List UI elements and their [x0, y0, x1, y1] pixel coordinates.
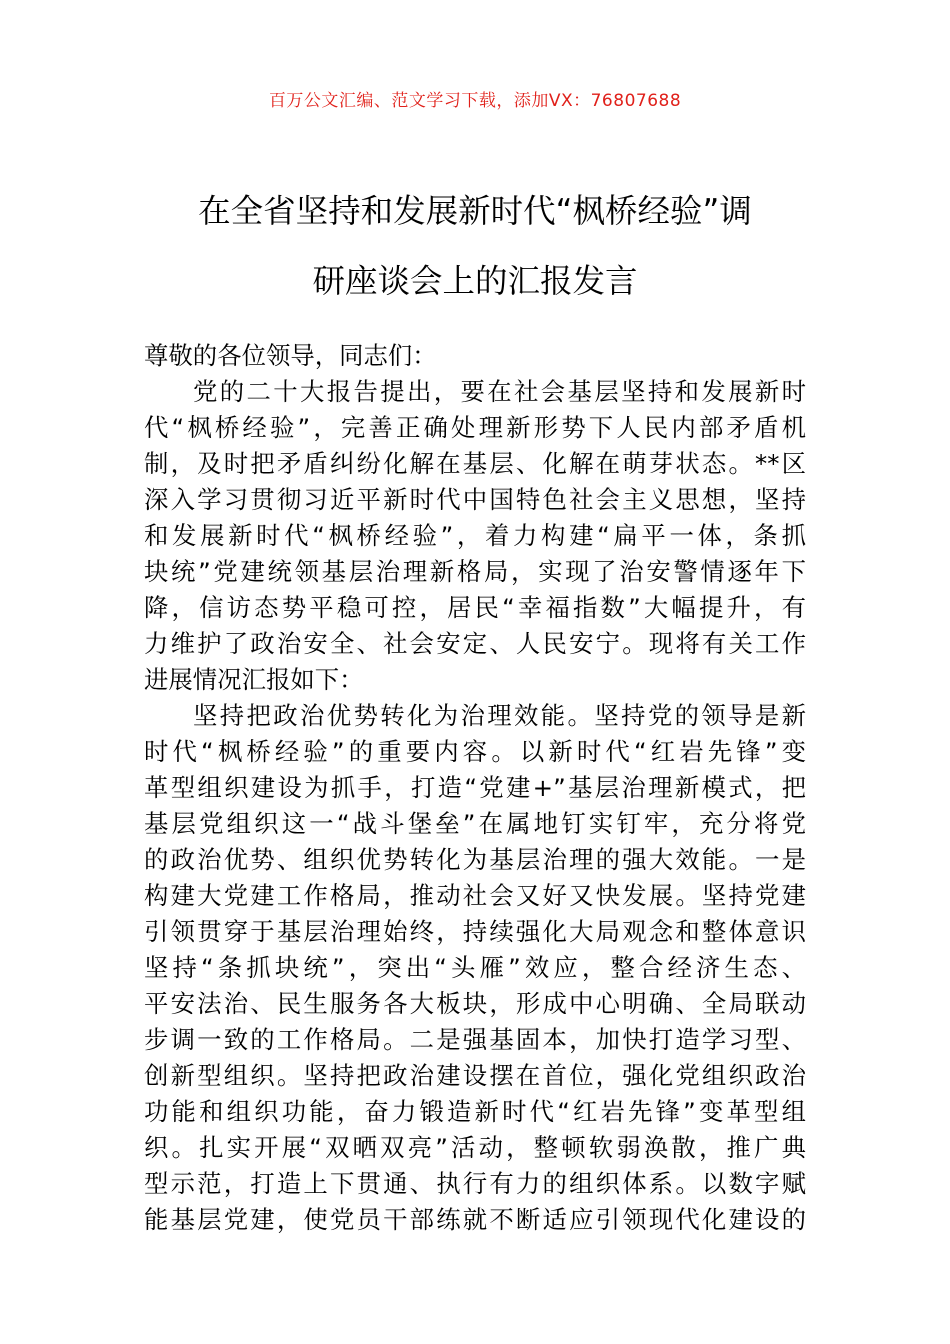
document-title: [140, 176, 810, 316]
text-line: 织。扎实开展“双晒双亮”活动，整顿软弱涣散，推广典: [144, 1133, 806, 1162]
title-line-2: 研座谈会上的汇报发言: [312, 262, 638, 300]
text-line: 能基层党建，使党员干部练就不断适应引领现代化建设的: [144, 1205, 806, 1234]
text-line: 坚持把政治优势转化为治理效能。坚持党的领导是新: [193, 701, 806, 730]
text-line: 革型组织建设为抓手，打造“党建+”基层治理新模式，把: [144, 773, 806, 802]
text-line: 基层党组织这一“战斗堡垒”在属地钉实钉牢，充分将党: [144, 809, 806, 838]
text-line: 降，信访态势平稳可控，居民“幸福指数”大幅提升，有: [144, 593, 806, 622]
text-line: 块统”党建统领基层治理新格局，实现了治安警情逐年下: [144, 557, 806, 586]
text-line: 步调一致的工作格局。二是强基固本，加快打造学习型、: [144, 1025, 806, 1054]
text-line: 制，及时把矛盾纠纷化解在基层、化解在萌芽状态。**区: [144, 449, 806, 478]
text-line: 平安法治、民生服务各大板块，形成中心明确、全局联动: [144, 989, 806, 1018]
text-line: 力维护了政治安全、社会安定、人民安宁。现将有关工作: [144, 629, 806, 658]
document-body: [144, 338, 806, 1238]
text-line: 深入学习贯彻习近平新时代中国特色社会主义思想，坚持: [144, 485, 806, 514]
text-line: 坚持“条抓块统”，突出“头雁”效应，整合经济生态、: [144, 953, 806, 982]
paragraph-2: [144, 698, 806, 1238]
text-line: 引领贯穿于基层治理始终，持续强化大局观念和整体意识: [144, 917, 806, 946]
title-line-1: 在全省坚持和发展新时代“枫桥经验”调: [198, 192, 752, 230]
text-line: 构建大党建工作格局，推动社会又好又快发展。坚持党建: [144, 881, 806, 910]
text-line: 时代“枫桥经验”的重要内容。以新时代“红岩先锋”变: [144, 737, 806, 766]
text-line: 的政治优势、组织优势转化为基层治理的强大效能。一是: [144, 845, 806, 874]
text-line: 进展情况汇报如下：: [144, 665, 364, 694]
text-line: 党的二十大报告提出，要在社会基层坚持和发展新时: [193, 377, 806, 406]
text-line: 和发展新时代“枫桥经验”，着力构建“扁平一体，条抓: [144, 521, 806, 550]
text-line: 创新型组织。坚持把政治建设摆在首位，强化党组织政治: [144, 1061, 806, 1090]
salutation: 尊敬的各位领导，同志们：: [144, 341, 437, 370]
text-line: 代“枫桥经验”，完善正确处理新形势下人民内部矛盾机: [144, 413, 806, 442]
watermark-text: 百万公文汇编、范文学习下载，添加VX：76807688: [268, 91, 682, 111]
paragraph-1: [144, 374, 806, 698]
text-line: 功能和组织功能，奋力锻造新时代“红岩先锋”变革型组: [144, 1097, 806, 1126]
text-line: 型示范，打造上下贯通、执行有力的组织体系。以数字赋: [144, 1169, 806, 1198]
